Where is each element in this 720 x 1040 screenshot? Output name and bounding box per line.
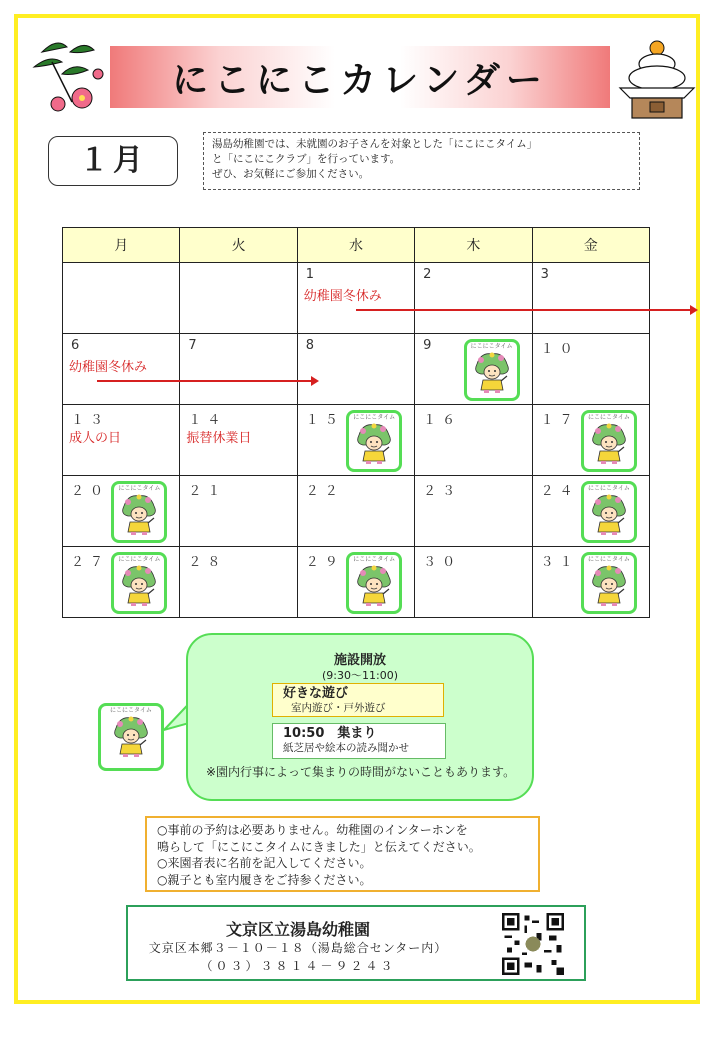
kindergarten-phone: （０３）３８１４－９２４３ — [200, 959, 396, 973]
calendar-day-cell — [180, 405, 297, 476]
mascot-label: にこにこタイム — [353, 556, 396, 563]
nikoniko-time-mascot — [111, 481, 167, 543]
nikoniko-time-mascot — [98, 703, 164, 771]
day-number: ２７ — [71, 555, 110, 570]
day-number: ２０ — [71, 484, 110, 499]
facility-title: 施設開放 — [333, 653, 386, 668]
mascot-character-icon — [353, 421, 395, 465]
calendar-day-cell — [180, 547, 297, 618]
nikoniko-time-mascot — [346, 410, 402, 472]
facility-note: ※園内行事によって集まりの時間がないこともあります。 — [206, 765, 516, 779]
nikoniko-time-mascot — [464, 339, 520, 401]
mascot-character-icon — [118, 492, 160, 536]
day-number: 7 — [188, 338, 203, 353]
day-event: 振替休業日 — [186, 431, 252, 446]
day-number: １４ — [188, 413, 227, 428]
mascot-label: にこにこタイム — [110, 707, 152, 714]
facility-time: (9:30～11:00) — [322, 669, 398, 682]
notice-line: 鳴らして「にこにこタイムにきました」と伝えてください。 — [157, 839, 481, 854]
day-event: 成人の日 — [69, 431, 122, 446]
mascot-character-icon — [110, 714, 152, 758]
calendar-day-cell — [297, 476, 414, 547]
mascot-label: にこにこタイム — [588, 556, 630, 563]
calendar-week-row — [63, 547, 650, 618]
day-number: ２３ — [423, 484, 462, 499]
day-number: ２１ — [188, 484, 227, 499]
day-event: 幼稚園冬休み — [69, 360, 148, 375]
day-number: ２４ — [540, 484, 579, 499]
mascot-label: にこにこタイム — [353, 414, 396, 421]
calendar-day-cell — [415, 405, 532, 476]
mascot-character-icon — [118, 563, 160, 607]
calendar-week-row — [63, 476, 650, 547]
pine-flower-illustration — [22, 32, 112, 118]
day-number: 1 — [305, 267, 321, 282]
day-number: ３１ — [540, 555, 579, 570]
calendar-day-cell — [63, 476, 180, 547]
day-number: 9 — [423, 338, 438, 353]
calendar-day-cell — [415, 334, 532, 405]
nikoniko-time-mascot — [346, 552, 402, 614]
calendar-day-cell — [297, 405, 414, 476]
free-play-box — [272, 683, 444, 717]
notice-line: ○親子とも室内履きをご持参ください。 — [157, 872, 372, 887]
intro-text-box — [203, 132, 640, 190]
calendar-day-cell — [63, 334, 180, 405]
intro-line: ぜひ、お気軽にご参加ください。 — [212, 168, 370, 180]
calendar-week-row — [63, 263, 650, 334]
nikoniko-time-mascot — [111, 552, 167, 614]
page-title: にこにこカレンダー — [172, 60, 548, 101]
mascot-label: にこにこタイム — [470, 343, 513, 350]
intro-line: と「にこにこクラブ」を行っています。 — [212, 153, 401, 165]
kindergarten-address: 文京区本郷３－１０－１８（湯島総合センター内） — [148, 941, 448, 955]
calendar-day-cell — [63, 405, 180, 476]
day-event: 幼稚園冬休み — [303, 289, 382, 304]
calendar-day-cell — [415, 263, 532, 334]
day-number: ２９ — [305, 555, 344, 570]
nikoniko-time-mascot — [581, 481, 637, 543]
calendar-week-row — [63, 334, 650, 405]
qr-code-icon — [502, 913, 564, 975]
mascot-character-icon — [588, 421, 630, 465]
kagami-mochi-illustration — [612, 36, 702, 122]
free-play-title: 好きな遊び — [283, 686, 349, 701]
nikoniko-time-mascot — [581, 552, 637, 614]
calendar-day-cell — [63, 263, 180, 334]
day-number: 8 — [305, 338, 321, 353]
mascot-label: にこにこタイム — [588, 485, 630, 492]
month-label: １月 — [48, 136, 178, 186]
side-mascot — [98, 703, 164, 771]
day-number: 3 — [540, 267, 555, 282]
day-number: ２８ — [188, 555, 227, 570]
weekday-header: 月 — [63, 228, 180, 263]
day-number: 6 — [71, 338, 86, 353]
day-number: １０ — [540, 342, 579, 357]
mascot-label: にこにこタイム — [118, 556, 161, 563]
calendar-week-row — [63, 405, 650, 476]
footer-box — [126, 905, 586, 981]
day-number: １７ — [540, 413, 579, 428]
notice-line: ○事前の予約は必要ありません。幼稚園のインターホンを — [157, 823, 468, 837]
mascot-character-icon — [588, 563, 630, 607]
weekday-header: 水 — [297, 228, 414, 263]
day-number: ３０ — [423, 555, 462, 570]
free-play-detail: 室内遊び・戸外遊び — [291, 702, 386, 714]
calendar-table — [62, 227, 650, 618]
notice-line: ○来園者表に名前を記入してください。 — [157, 856, 372, 870]
calendar-day-cell — [180, 263, 297, 334]
intro-line: 湯島幼稚園では、未就園のお子さんを対象とした「にこにこタイム」 — [212, 138, 538, 150]
calendar-day-cell — [297, 547, 414, 618]
day-number: １６ — [423, 413, 462, 428]
day-number: ２２ — [305, 484, 344, 499]
calendar-day-cell — [297, 334, 414, 405]
calendar-day-cell — [180, 476, 297, 547]
calendar-day-cell — [532, 547, 649, 618]
notice-box — [145, 816, 540, 892]
calendar-day-cell — [415, 547, 532, 618]
gathering-box — [272, 723, 446, 759]
calendar-day-cell — [532, 476, 649, 547]
weekday-header: 金 — [532, 228, 649, 263]
nikoniko-time-mascot — [581, 410, 637, 472]
day-number: １３ — [71, 413, 110, 428]
day-number: 2 — [423, 267, 438, 282]
mascot-label: にこにこタイム — [118, 485, 161, 492]
weekday-header-row — [63, 228, 650, 263]
mascot-character-icon — [471, 350, 513, 394]
mascot-character-icon — [588, 492, 630, 536]
calendar-day-cell — [63, 547, 180, 618]
calendar-day-cell — [532, 263, 649, 334]
weekday-header: 火 — [180, 228, 297, 263]
calendar-day-cell — [180, 334, 297, 405]
calendar-day-cell — [532, 405, 649, 476]
calendar-day-cell — [297, 263, 414, 334]
mascot-label: にこにこタイム — [588, 414, 630, 421]
facility-bubble — [186, 633, 534, 801]
day-number: １５ — [305, 413, 344, 428]
weekday-header: 木 — [415, 228, 532, 263]
kindergarten-name: 文京区立湯島幼稚園 — [225, 920, 370, 939]
calendar-day-cell — [532, 334, 649, 405]
gathering-detail: 紙芝居や絵本の読み聞かせ — [283, 742, 409, 754]
calendar-day-cell — [415, 476, 532, 547]
gathering-title: 10:50 集まり — [283, 726, 377, 741]
mascot-character-icon — [353, 563, 395, 607]
